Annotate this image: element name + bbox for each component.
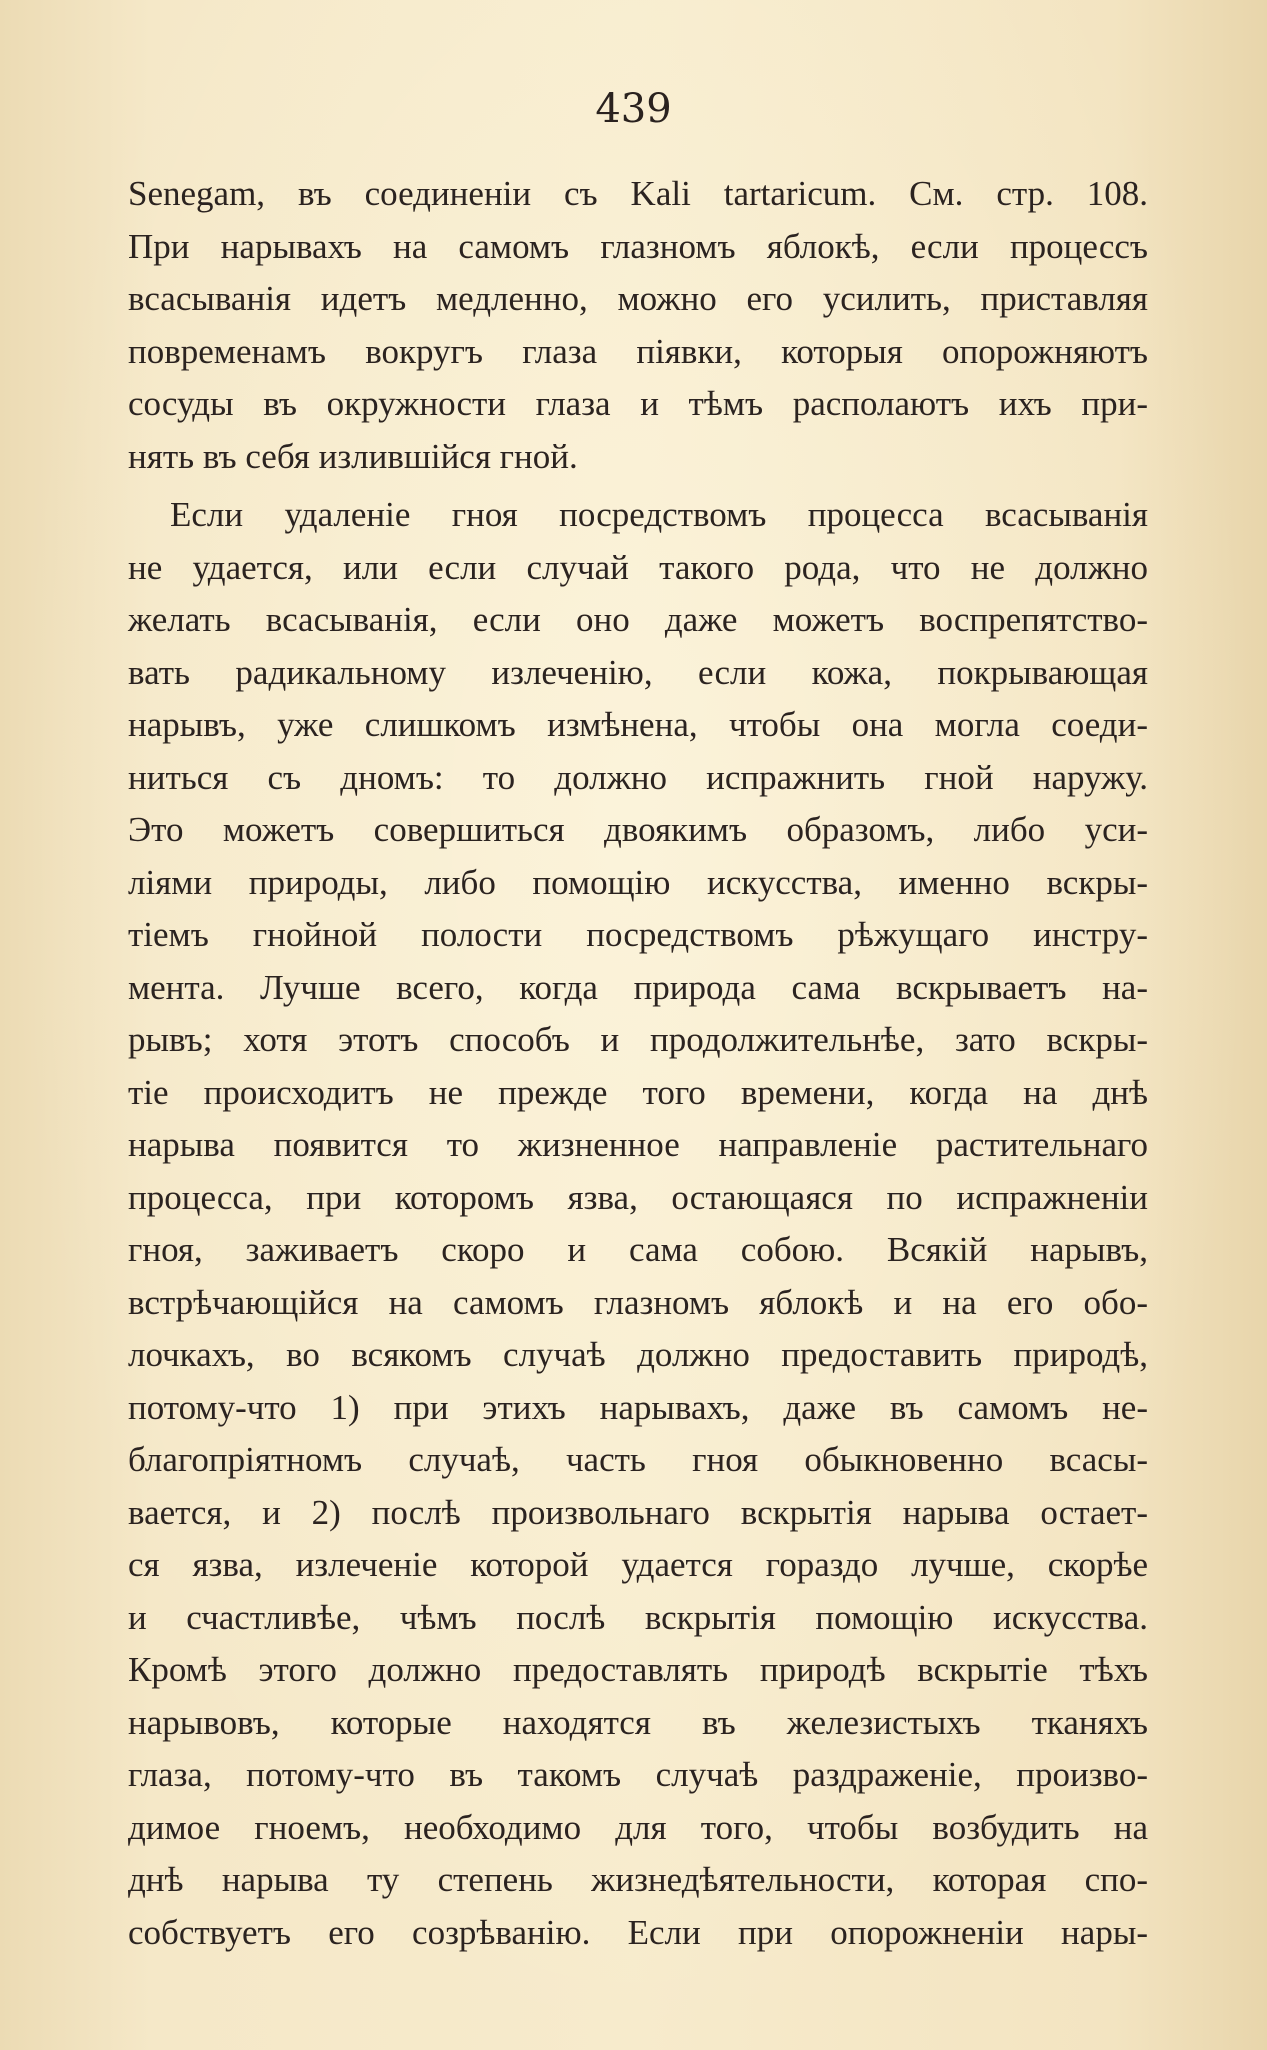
page-number: 439 (595, 86, 672, 132)
text-line: процесса, при которомъ язва, остающаяся по испражненіи (128, 1177, 1148, 1217)
text-line: тіе происходитъ не прежде того времени, когда на днѣ (128, 1072, 1148, 1112)
text-line: Senegam, въ соединеніи съ Kali tartaricum. См. стр. 108. (128, 174, 1148, 213)
text-line: глаза, потому-что въ такомъ случаѣ раздраженіе, произво- (128, 1755, 1148, 1794)
text-line: не удается, или если случай такого рода, что не должно (128, 547, 1148, 587)
text-line: желать всасыванія, если оно даже можетъ воспрепятство- (128, 600, 1148, 639)
text-line: мента. Лучше всего, когда природа сама вскрываетъ на- (128, 967, 1148, 1007)
text-line: потому-что 1) при этихъ нарывахъ, даже въ самомъ не- (128, 1387, 1148, 1427)
text-line: и счастливѣе, чѣмъ послѣ вскрытія помощію искусства. (128, 1597, 1148, 1637)
text-line: ся язва, излеченіе которой удается гораздо лучше, скорѣе (128, 1545, 1148, 1584)
text-line: ниться съ дномъ: то должно испражнить гной наружу. (128, 757, 1148, 797)
text-line: днѣ нарыва ту степень жизнедѣятельности, которая спо- (128, 1860, 1148, 1899)
text-line: встрѣчающійся на самомъ глазномъ яблокѣ и на его обо- (128, 1282, 1148, 1322)
text-line: нарывовъ, которые находятся въ железистыхъ тканяхъ (128, 1702, 1148, 1742)
paragraph-start-line: Если удаленіе гноя посредствомъ процесса всасыванія (170, 495, 1148, 534)
text-line: всасыванія идетъ медленно, можно его усилить, приставляя (128, 279, 1148, 318)
text-line: вается, и 2) послѣ произвольнаго вскрытія нарыва остает- (128, 1492, 1148, 1532)
text-line: Кромѣ этого должно предоставлять природѣ вскрытіе тѣхъ (128, 1650, 1148, 1689)
text-line: собствуетъ его созрѣванію. Если при опорожненіи нары- (128, 1912, 1148, 1952)
text-line: рывъ; хотя этотъ способъ и продолжительнѣе, зато вскры- (128, 1020, 1148, 1059)
text-line: ліями природы, либо помощію искусства, именно вскры- (128, 862, 1148, 902)
text-line: Это можетъ совершиться двоякимъ образомъ, либо уси- (128, 810, 1148, 849)
text-line: нарывъ, уже слишкомъ измѣнена, чтобы она могла соеди- (128, 705, 1148, 744)
text-line: вать радикальному излеченію, если кожа, покрывающая (128, 652, 1148, 692)
text-line: сосуды въ окружности глаза и тѣмъ располаютъ ихъ при- (128, 384, 1148, 423)
text-line: тіемъ гнойной полости посредствомъ рѣжущаго инстру- (128, 915, 1148, 954)
text-line: благопріятномъ случаѣ, часть гноя обыкновенно всасы- (128, 1440, 1148, 1479)
text-line: При нарывахъ на самомъ глазномъ яблокѣ, если процессъ (128, 226, 1148, 266)
text-line: повременамъ вокругъ глаза піявки, которыя опорожняютъ (128, 331, 1148, 371)
text-line: нарыва появится то жизненное направленіе растительнаго (128, 1125, 1148, 1164)
text-line: нять въ себя излившійся гной. (128, 436, 578, 476)
text-line: гноя, заживаетъ скоро и сама собою. Всякій нарывъ, (128, 1230, 1148, 1269)
text-line: лочкахъ, во всякомъ случаѣ должно предоставить природѣ, (128, 1335, 1148, 1374)
body-text (128, 168, 1148, 1959)
text-line: димое гноемъ, необходимо для того, чтобы возбудить на (128, 1807, 1148, 1847)
